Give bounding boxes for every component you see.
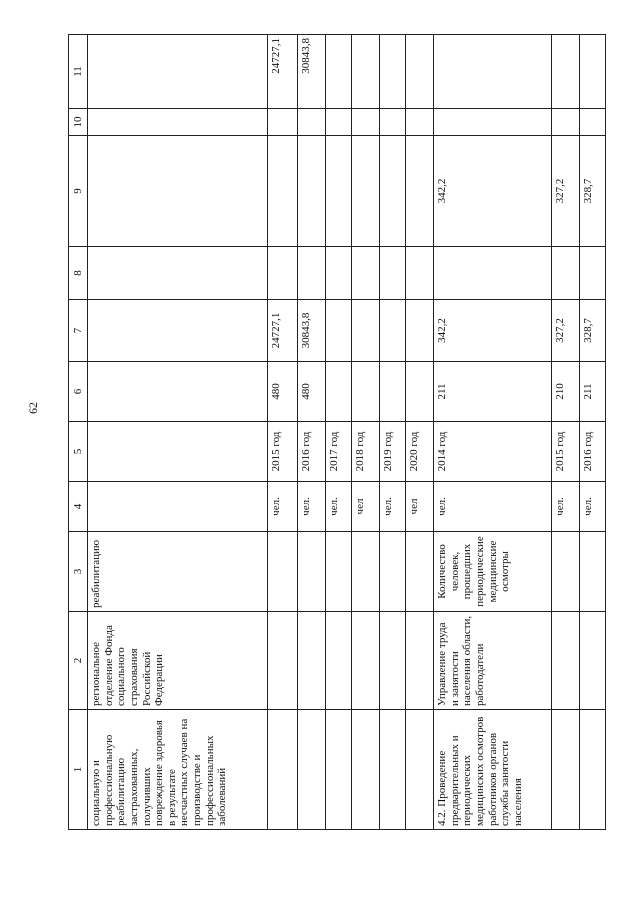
- value-cell: [434, 109, 552, 136]
- count-cell: [380, 362, 406, 422]
- count-cell: 211: [434, 362, 552, 422]
- value-cell: [268, 247, 298, 300]
- year-cell: 2018 год: [352, 422, 380, 482]
- unit-cell: чел.: [434, 482, 552, 532]
- year-cell: 2016 год: [298, 422, 326, 482]
- event-cell: 4.2. Проведение предварительных и периодических медицинских осмотров работников органов службы занятости населения: [434, 710, 552, 830]
- count-cell: 211: [580, 362, 606, 422]
- value-cell: [406, 247, 434, 300]
- value-cell: [380, 109, 406, 136]
- value-cell: 342,2: [434, 136, 552, 247]
- value-cell: 24727,1: [268, 35, 298, 109]
- value-cell: [298, 247, 326, 300]
- value-cell: [552, 35, 580, 109]
- year-cell: 2017 год: [326, 422, 352, 482]
- year-cell: 2014 год: [434, 422, 552, 482]
- total-cell: 327,2: [552, 300, 580, 362]
- value-cell: [326, 35, 352, 109]
- unit-cell: чел.: [580, 482, 606, 532]
- value-cell: [380, 247, 406, 300]
- value-cell: [326, 136, 352, 247]
- executor-cell: Управление труда и занятости населения области, работодатели: [434, 612, 552, 710]
- table-row: [552, 35, 580, 830]
- table-row: [326, 35, 352, 830]
- total-cell: 24727,1: [268, 300, 298, 362]
- header-cell: 1: [69, 710, 88, 830]
- table-row: [434, 35, 552, 830]
- table-row: [406, 35, 434, 830]
- total-cell: [380, 300, 406, 362]
- year-cell: 2016 год: [580, 422, 606, 482]
- total-cell: [352, 300, 380, 362]
- count-cell: [326, 362, 352, 422]
- table-row: [380, 35, 406, 830]
- header-cell: 9: [69, 136, 88, 247]
- value-cell: 327,2: [552, 136, 580, 247]
- value-cell: [580, 247, 606, 300]
- count-cell: 480: [298, 362, 326, 422]
- value-cell: [352, 35, 380, 109]
- header-cell: 4: [69, 482, 88, 532]
- program-table: [68, 34, 606, 830]
- total-cell: 30843,8: [298, 300, 326, 362]
- value-cell: [580, 109, 606, 136]
- table-row: [298, 35, 326, 830]
- rotated-table-page: [68, 35, 619, 830]
- unit-cell: чел.: [298, 482, 326, 532]
- year-cell: 2015 год: [268, 422, 298, 482]
- header-cell: 10: [69, 109, 88, 136]
- value-cell: [268, 136, 298, 247]
- header-cell: 7: [69, 300, 88, 362]
- value-cell: 30843,8: [298, 35, 326, 109]
- value-cell: [552, 247, 580, 300]
- year-cell: 2020 год: [406, 422, 434, 482]
- value-cell: [552, 109, 580, 136]
- value-cell: [352, 247, 380, 300]
- page-number: 62: [26, 402, 40, 414]
- count-cell: 210: [552, 362, 580, 422]
- value-cell: [352, 109, 380, 136]
- value-cell: [298, 136, 326, 247]
- header-cell: 2: [69, 612, 88, 710]
- unit-cell: чел: [406, 482, 434, 532]
- value-cell: 328,7: [580, 136, 606, 247]
- total-cell: 328,7: [580, 300, 606, 362]
- value-cell: [434, 35, 552, 109]
- event-cell: социальную и профессиональную реабилитацию застрахованных, получивших повреждение здоровья в результате несчастных случаев на производстве и профессиональных заболеваний: [88, 710, 268, 830]
- executor-cell: региональное отделение Фонда социального страхования Российской Федерации: [88, 612, 268, 710]
- value-cell: [434, 247, 552, 300]
- unit-cell: чел.: [552, 482, 580, 532]
- table-row: [352, 35, 380, 830]
- value-cell: [580, 35, 606, 109]
- total-cell: [326, 300, 352, 362]
- value-cell: [268, 109, 298, 136]
- value-cell: [352, 136, 380, 247]
- unit-cell: чел.: [268, 482, 298, 532]
- value-cell: [406, 109, 434, 136]
- year-cell: 2015 год: [552, 422, 580, 482]
- header-cell: 3: [69, 532, 88, 612]
- indicator-cell: Количество человек, прошедших периодические медицинские осмотры: [434, 532, 552, 612]
- value-cell: [326, 247, 352, 300]
- value-cell: [406, 35, 434, 109]
- table-row: [268, 35, 298, 830]
- unit-cell: чел.: [326, 482, 352, 532]
- table-row: [580, 35, 606, 830]
- header-row: [69, 35, 88, 830]
- table-row: [88, 35, 268, 830]
- count-cell: [352, 362, 380, 422]
- count-cell: 480: [268, 362, 298, 422]
- total-cell: [406, 300, 434, 362]
- count-cell: [406, 362, 434, 422]
- header-cell: 8: [69, 247, 88, 300]
- value-cell: [326, 109, 352, 136]
- value-cell: [380, 35, 406, 109]
- header-cell: 6: [69, 362, 88, 422]
- header-cell: 5: [69, 422, 88, 482]
- unit-cell: чел.: [380, 482, 406, 532]
- total-cell: 342,2: [434, 300, 552, 362]
- value-cell: [406, 136, 434, 247]
- unit-cell: чел: [352, 482, 380, 532]
- year-cell: 2019 год: [380, 422, 406, 482]
- value-cell: [298, 109, 326, 136]
- header-cell: 11: [69, 35, 88, 109]
- value-cell: [380, 136, 406, 247]
- indicator-cell: реабилитацию: [88, 532, 268, 612]
